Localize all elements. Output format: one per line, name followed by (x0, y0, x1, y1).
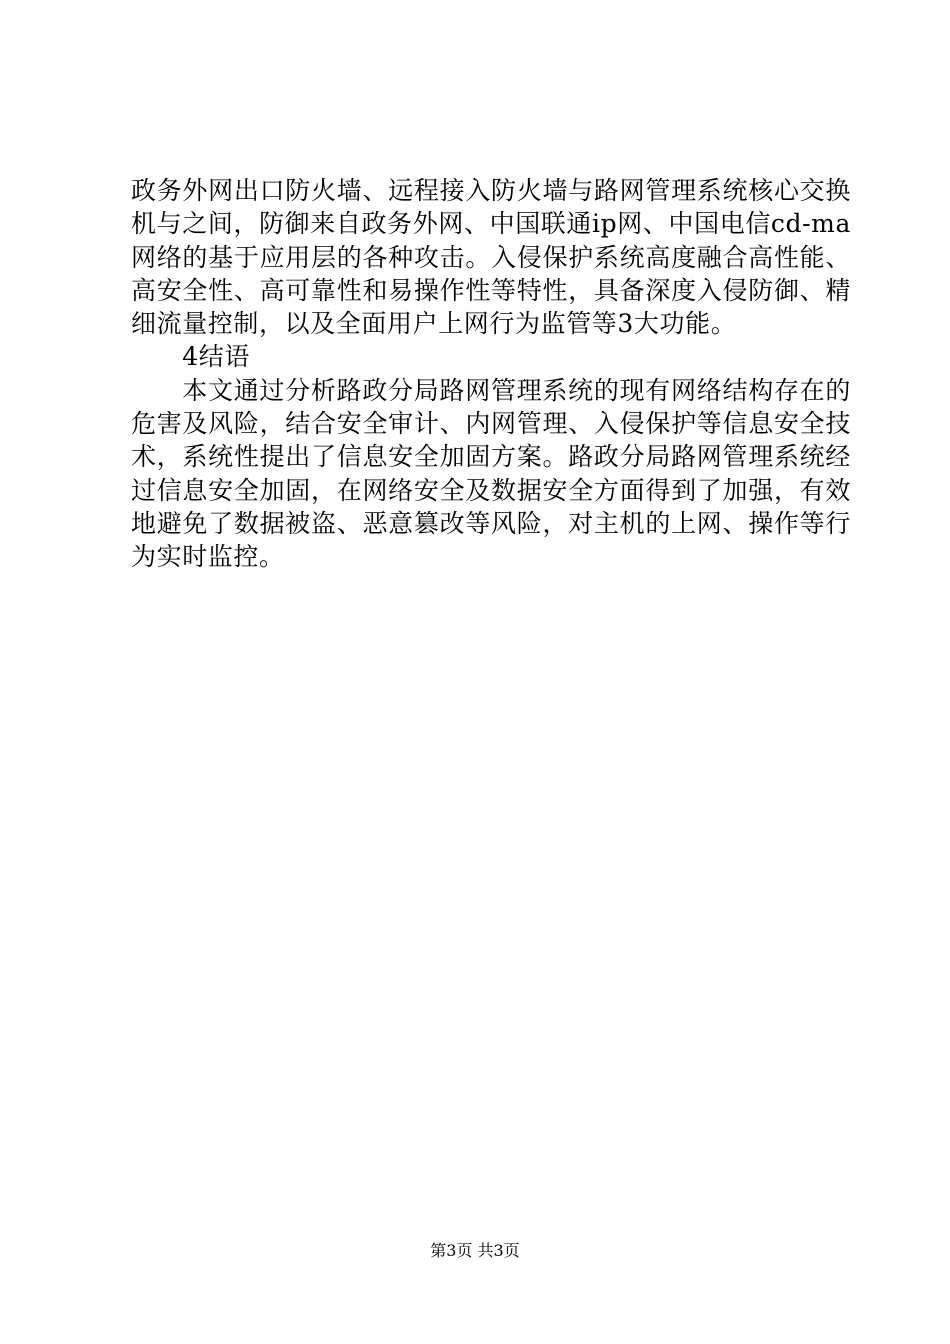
document-body (131, 174, 851, 574)
page-footer: 第3页 共3页 (430, 1241, 520, 1260)
paragraph-intrusion-protection: 政务外网出口防火墙、远程接入防火墙与路网管理系统核心交换机与之间，防御来自政务外网、中国联通ip网、中国电信cd-ma网络的基于应用层的各种攻击。入侵保护系统高度融合高性能、高安全性、高可靠性和易操作性等特性，具备深度入侵防御、精细流量控制，以及全面用户上网行为监管等3大功能。 (131, 176, 851, 339)
paragraph-conclusion: 本文通过分析路政分局路网管理系统的现有网络结构存在的危害及风险，结合安全审计、内网管理、入侵保护等信息安全技术，系统性提出了信息安全加固方案。路政分局路网管理系统经过信息安全加固，在网络安全及数据安全方面得到了加强，有效地避免了数据被盗、恶意篡改等风险，对主机的上网、操作等行为实时监控。 (131, 375, 851, 572)
section-heading-conclusion: 4结语 (182, 342, 250, 372)
